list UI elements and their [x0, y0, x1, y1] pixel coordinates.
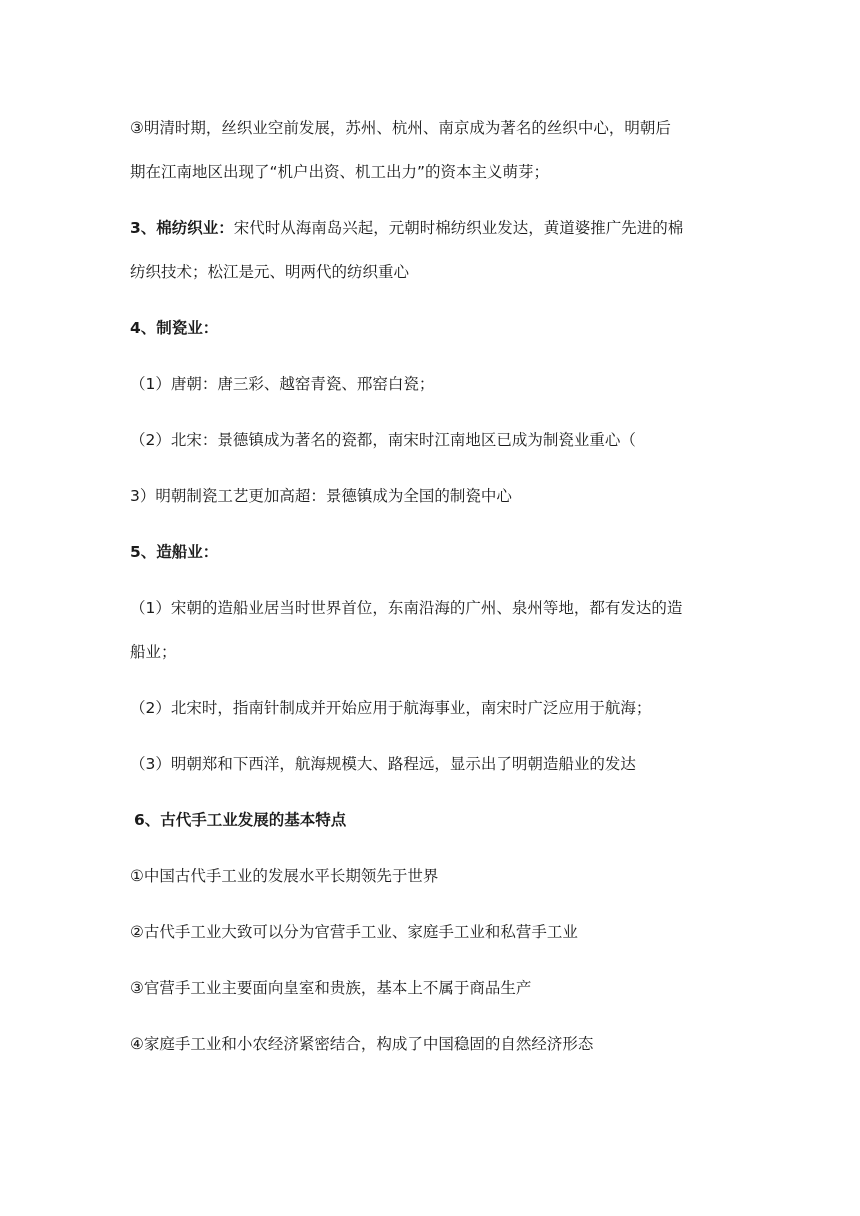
porcelain-heading: 4、制瓷业： — [130, 319, 219, 337]
cotton-heading: 3、棉纺织业： — [130, 219, 234, 237]
cotton-text: 宋代时从海南岛兴起，元朝时棉纺织业发达，黄道婆推广先进的棉 — [233, 219, 684, 237]
paragraph-line: ③明清时期，丝织业空前发展，苏州、杭州、南京成为著名的丝织中心，明朝后 — [130, 119, 671, 137]
paragraph-line: 期在江南地区出现了“机户出资、机工出力”的资本主义萌芽； — [130, 163, 550, 181]
paragraph-line: ②古代手工业大致可以分为官营手工业、家庭手工业和私营手工业 — [130, 923, 578, 941]
paragraph-line: （1）宋朝的造船业居当时世界首位，东南沿海的广州、泉州等地，都有发达的造 — [130, 599, 683, 617]
paragraph-line: 纺织技术；松江是元、明两代的纺织重心 — [130, 263, 410, 281]
paragraph-line: ④家庭手工业和小农经济紧密结合，构成了中国稳固的自然经济形态 — [130, 1035, 594, 1053]
paragraph-line: 3）明朝制瓷工艺更加高超：景德镇成为全国的制瓷中心 — [130, 487, 512, 505]
features-heading: 6、古代手工业发展的基本特点 — [134, 811, 347, 829]
cotton-paragraph — [130, 216, 740, 240]
shipbuilding-heading: 5、造船业： — [130, 543, 219, 561]
paragraph-line: ③官营手工业主要面向皇室和贵族，基本上不属于商品生产 — [130, 979, 532, 997]
paragraph-line: （2）北宋时，指南针制成并开始应用于航海事业，南宋时广泛应用于航海； — [130, 699, 652, 717]
paragraph-line: （2）北宋：景德镇成为著名的瓷都，南宋时江南地区已成为制瓷业重心（ — [130, 431, 636, 449]
paragraph-line: （3）明朝郑和下西洋，航海规模大、路程远，显示出了明朝造船业的发达 — [130, 755, 636, 773]
paragraph-line: 船业； — [130, 643, 177, 661]
paragraph-line: （1）唐朝：唐三彩、越窑青瓷、邢窑白瓷； — [130, 375, 435, 393]
paragraph-line: ①中国古代手工业的发展水平长期领先于世界 — [130, 867, 439, 885]
